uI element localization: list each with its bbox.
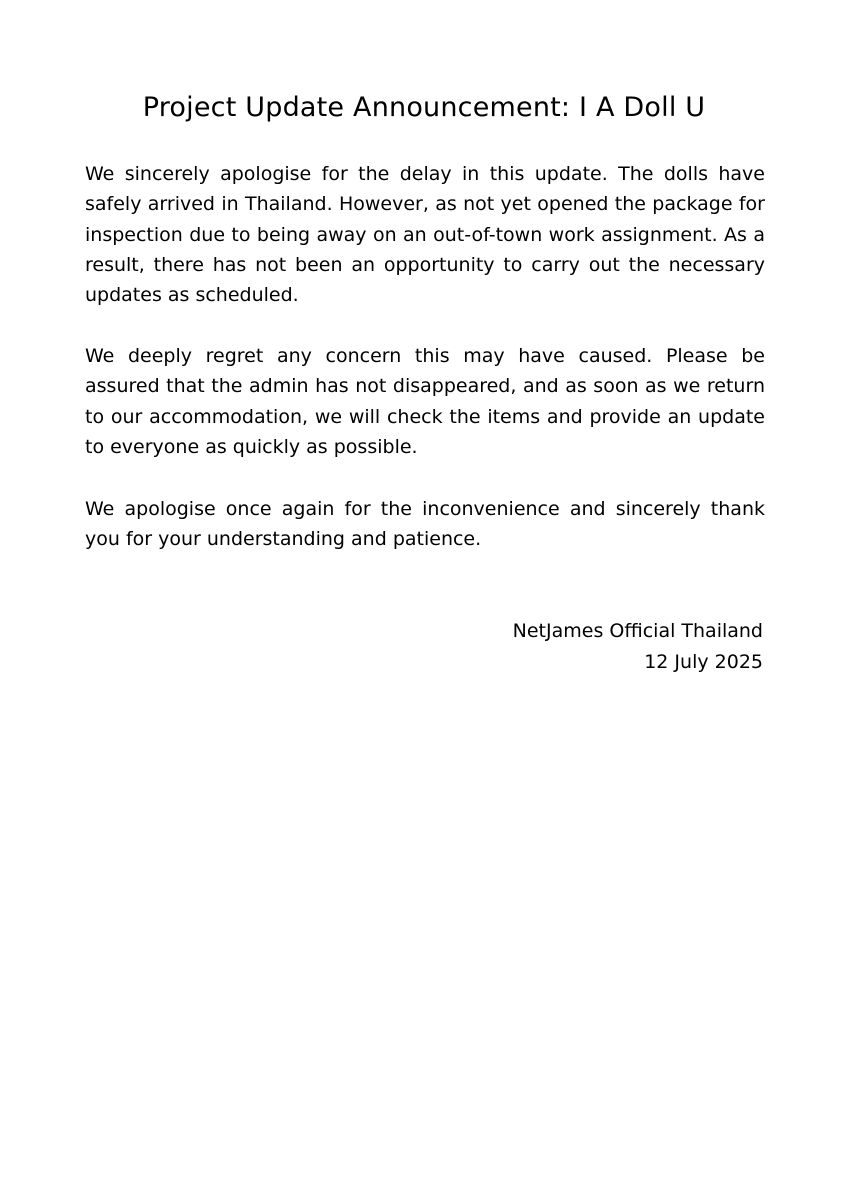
page-title: Project Update Announcement: I A Doll U <box>142 92 706 123</box>
paragraph-delay-apology: We sincerely apologise for the delay in this update. The dolls have safely arrived in Thailand. However, as not yet opened the package for inspection due to being away on an out-of-town work assignment. As a result, there has not been an opportunity to carry out the necessary updates as scheduled. <box>85 163 765 307</box>
signature-block <box>85 616 763 678</box>
signature-date: 12 July 2025 <box>644 651 763 673</box>
paragraph-reassurance: We deeply regret any concern this may have caused. Please be assured that the admin has not disappeared, and as soon as we return to our accommodation, we will check the items and provide an update to everyone as quickly as possible. <box>85 345 765 458</box>
signature-organization: NetJames Official Thailand <box>512 620 763 642</box>
paragraph-thanks: We apologise once again for the inconvenience and sincerely thank you for your understanding and patience. <box>85 498 765 551</box>
